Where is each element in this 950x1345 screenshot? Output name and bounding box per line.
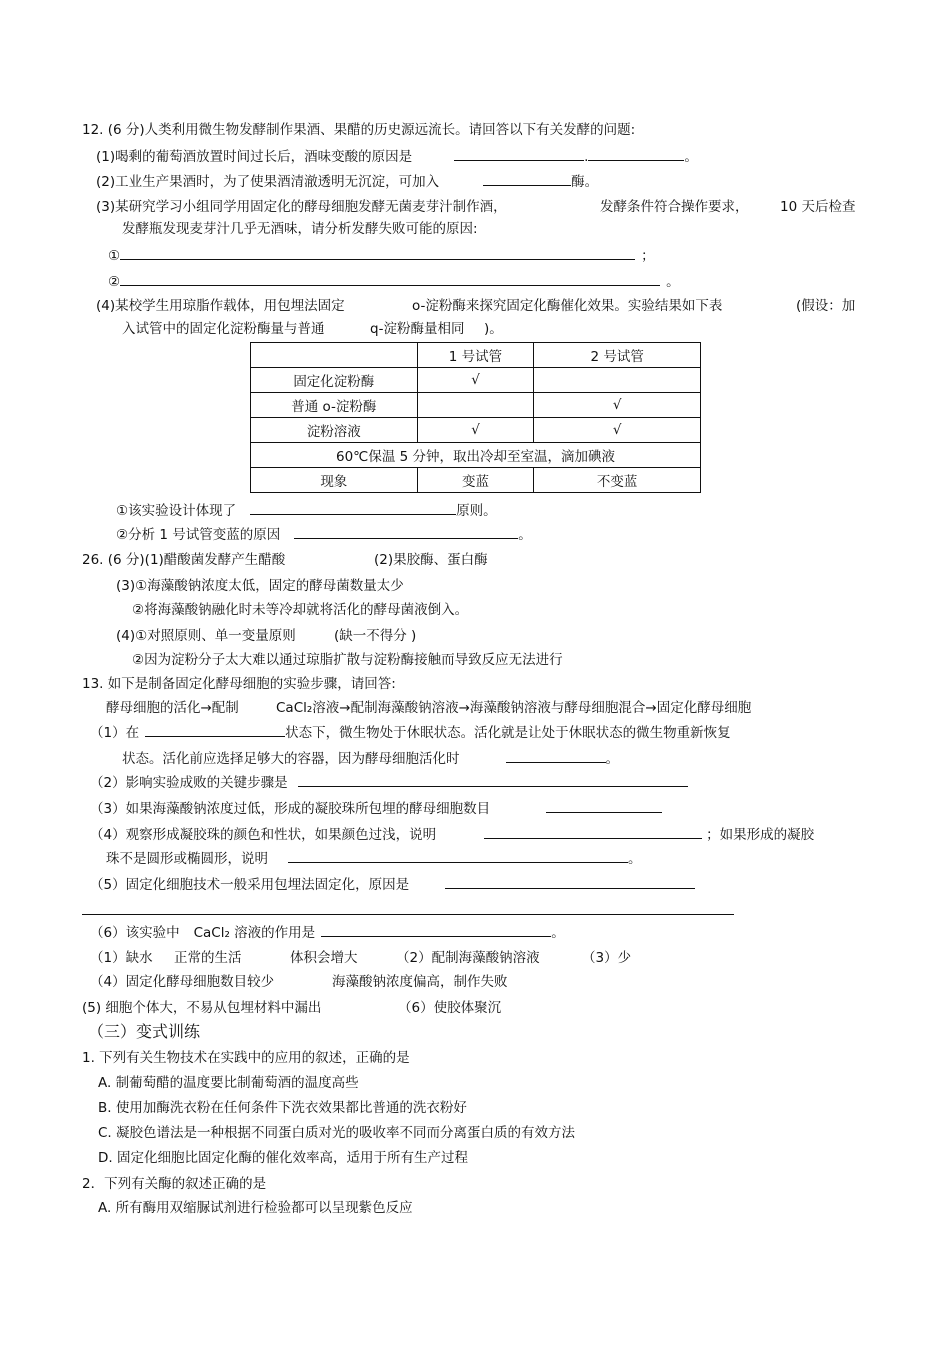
a26-line-3: ②将海藻酸钠融化时未等冷却就将活化的酵母菌液倒入。 [132, 602, 469, 618]
q12-part1-text: (1)喝剩的葡萄酒放置时间过长后，酒味变酸的原因是 [96, 149, 413, 165]
q13-sub-4-end: 。 [628, 851, 642, 867]
q12-part3-d: 发酵瓶发现麦芽汁几乎无酒味，请分析发酵失败可能的原因: [122, 221, 478, 237]
table-header-cell: 1 号试管 [417, 343, 534, 368]
q13-sub-5 [90, 874, 695, 894]
a13-line-3b: （6）使胶体聚沉 [398, 1000, 502, 1016]
q12-part3-a: (3)某研究学习小组同学用固定化的酵母细胞发酵无菌麦芽汁制作酒， [96, 199, 507, 215]
table-header-cell: 2 号试管 [534, 343, 701, 368]
q13-sub-1-text-b: 状态下，微生物处于休眠状态。活化就是让处于休眠状态的微生物重新恢复 [285, 725, 731, 741]
table-header-cell [251, 343, 418, 368]
table-cell: 变蓝 [417, 468, 534, 493]
table-result-row [251, 468, 701, 493]
q13-title: 13. 如下是制备固定化酵母细胞的实验步骤，请回答: [82, 676, 396, 692]
q13-blank-3[interactable] [546, 798, 662, 813]
q12-blank-1b[interactable] [588, 146, 684, 161]
q13-sub-1-text-c: 状态。活化前应选择足够大的容器，因为酵母细胞活化时 [122, 751, 460, 767]
q12-part4-d: 入试管中的固定化淀粉酶量与普通 [122, 321, 325, 337]
mc-q1-option-b: B. 使用加酶洗衣粉在任何条件下洗衣效果都比普通的洗衣粉好 [98, 1100, 467, 1116]
table-cell: √ [534, 393, 701, 418]
mc-q1-option-d: D. 固定化细胞比固定化酶的催化效率高，适用于所有生产过程 [98, 1150, 468, 1166]
q12-reason-2-marker: ② [108, 274, 121, 290]
q13-sub-4 [90, 824, 814, 844]
q13-sub-6-end: 。 [551, 925, 565, 941]
a13-line-1c: 体积会增大 [290, 950, 358, 966]
table-row [251, 393, 701, 418]
a26-line-5: ②因为淀粉分子太大难以通过琼脂扩散与淀粉酶接触而导致反应无法进行 [132, 652, 563, 668]
mc-q1-option-c: C. 凝胶色谱法是一种根据不同蛋白质对光的吸收率不同而分离蛋白质的有效方法 [98, 1125, 576, 1141]
q12-part1 [96, 146, 698, 166]
q12-part4-f: )。 [484, 321, 503, 337]
q13-blank-1b[interactable] [506, 748, 606, 763]
q12-blank-reason-2[interactable] [120, 271, 660, 286]
table-cell: √ [417, 368, 534, 393]
q13-sub-2 [90, 772, 688, 792]
q13-sub-4-text-c: 珠不是圆形或椭圆形，说明 [106, 851, 268, 867]
a26-line-1b: (2)果胶酶、蛋白酶 [374, 552, 488, 568]
q12-blank-1a[interactable] [454, 146, 584, 161]
q12-sub-2 [116, 524, 532, 544]
q12-part1-end: 。 [684, 149, 698, 165]
table-cell: √ [417, 418, 534, 443]
q13-sub-6 [90, 922, 565, 942]
q12-reason-1 [108, 245, 655, 265]
q13-blank-4a[interactable] [484, 824, 702, 839]
q13-sub-1-cont [122, 748, 619, 768]
a13-line-3a: (5) 细胞个体大，不易从包埋材料中漏出 [82, 1000, 322, 1016]
mc-question-1: 1. 下列有关生物技术在实践中的应用的叙述，正确的是 [82, 1050, 410, 1066]
table-cell: 现象 [251, 468, 418, 493]
q13-blank-5b[interactable] [82, 914, 734, 915]
q12-part3-c: 10 天后检查 [780, 199, 856, 215]
table-row [251, 418, 701, 443]
q12-sub-1-end: 原则。 [456, 503, 497, 519]
q13-sub-4-text-a: （4）观察形成凝胶珠的颜色和性状，如果颜色过浅，说明 [90, 827, 437, 843]
q13-sub-4-text-b: ；如果形成的凝胶 [706, 827, 815, 843]
a13-line-1a: （1）缺水 [90, 950, 153, 966]
a13-line-1b: 正常的生活 [174, 950, 242, 966]
q13-blank-4b[interactable] [288, 848, 628, 863]
q12-sub-2-end: 。 [518, 527, 532, 543]
a26-line-1a: 26. (6 分)(1)醋酸菌发酵产生醋酸 [82, 552, 286, 568]
q12-part3-b: 发酵条件符合操作要求， [600, 199, 749, 215]
q12-blank-dot: . [584, 149, 589, 165]
table-merged-cell: 60℃保温 5 分钟，取出冷却至室温，滴加碘液 [251, 443, 701, 468]
a26-line-2: (3)①海藻酸钠浓度太低，固定的酵母菌数量太少 [116, 578, 404, 594]
q12-sub-1 [116, 500, 497, 520]
mc-q2-option-a: A. 所有酶用双缩脲试剂进行检验都可以呈现紫色反应 [98, 1200, 413, 1216]
q13-sub-1-end: 。 [605, 751, 619, 767]
experiment-table [250, 342, 701, 493]
q12-part4-e: q-淀粉酶量相同 [370, 321, 465, 337]
q12-reason-2-end: 。 [666, 274, 680, 290]
table-cell: 不变蓝 [534, 468, 701, 493]
q13-sub-3-text: （3）如果海藻酸钠浓度过低，形成的凝胶珠所包埋的酵母细胞数目 [90, 801, 491, 817]
q13-steps-b: CaCl₂溶液→配制海藻酸钠溶液→海藻酸钠溶液与酵母细胞混合→固定化酵母细胞 [276, 700, 752, 716]
q13-sub-1 [90, 722, 731, 742]
q12-blank-cause[interactable] [294, 524, 518, 539]
q12-reason-1-marker: ① [108, 248, 121, 264]
mc-q1-option-a: A. 制葡萄醋的温度要比制葡萄酒的温度高些 [98, 1075, 359, 1091]
q13-blank-6[interactable] [321, 922, 551, 937]
a13-line-2a: （4）固定化酵母细胞数目较少 [90, 974, 275, 990]
q13-sub-5-text: （5）固定化细胞技术一般采用包埋法固定化，原因是 [90, 877, 410, 893]
section-heading: （三）变式训练 [88, 1022, 201, 1041]
q12-blank-2[interactable] [483, 171, 571, 186]
q13-blank-5a[interactable] [445, 874, 695, 889]
table-row [251, 368, 701, 393]
q12-title: 12. (6 分)人类利用微生物发酵制作果酒、果醋的历史源远流长。请回答以下有关发酵的问题: [82, 122, 636, 138]
q12-part4-c: (假设：加 [796, 298, 856, 314]
q13-steps-a: 酵母细胞的活化→配制 [106, 700, 239, 716]
q13-sub-1-text-a: （1）在 [90, 725, 140, 741]
q13-blank-1a[interactable] [145, 722, 285, 737]
q12-blank-principle[interactable] [250, 500, 456, 515]
q12-reason-1-end: ； [641, 248, 655, 264]
q12-part2-end: 酶。 [571, 174, 599, 190]
q12-part2-text: (2)工业生产果酒时，为了使果酒清澈透明无沉淀，可加入 [96, 174, 440, 190]
q12-blank-reason-1[interactable] [120, 245, 635, 260]
q12-part4-a: (4)某校学生用琼脂作载体，用包埋法固定 [96, 298, 345, 314]
q13-sub-6-text-a: （6）该实验中 [90, 925, 180, 941]
q12-part2 [96, 171, 598, 191]
a26-line-4b: (缺一不得分 ) [334, 628, 417, 644]
table-header-row [251, 343, 701, 368]
q13-sub-4-cont [106, 848, 642, 868]
a26-line-4a: (4)①对照原则、单一变量原则 [116, 628, 296, 644]
q12-sub-1-text: ①该实验设计体现了 [116, 503, 237, 519]
q13-sub-2-text: （2）影响实验成败的关键步骤是 [90, 775, 288, 791]
table-cell [534, 368, 701, 393]
table-merged-row [251, 443, 701, 468]
a13-line-2b: 海藻酸钠浓度偏高，制作失败 [332, 974, 508, 990]
q13-sub-6-text-b: CaCl₂ 溶液的作用是 [193, 925, 316, 941]
a13-line-1e: （3）少 [582, 950, 632, 966]
a13-line-1d: （2）配制海藻酸钠溶液 [396, 950, 540, 966]
q12-reason-2 [108, 271, 680, 291]
q13-blank-2[interactable] [298, 772, 688, 787]
table-cell: √ [534, 418, 701, 443]
table-cell: 普通 o-淀粉酶 [251, 393, 418, 418]
q12-part4-b: o-淀粉酶来探究固定化酶催化效果。实验结果如下表 [412, 298, 723, 314]
q12-sub-2-text: ②分析 1 号试管变蓝的原因 [116, 527, 281, 543]
table-cell: 淀粉溶液 [251, 418, 418, 443]
q13-sub-3 [90, 798, 662, 818]
table-cell [417, 393, 534, 418]
mc-question-2: 2．下列有关酶的叙述正确的是 [82, 1176, 267, 1192]
table-cell: 固定化淀粉酶 [251, 368, 418, 393]
